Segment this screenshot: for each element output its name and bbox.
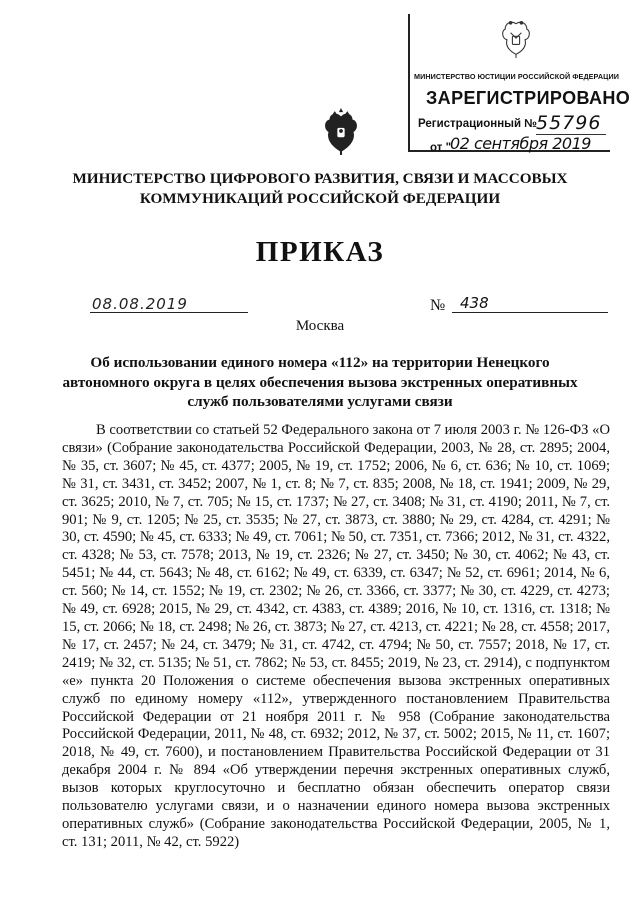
subject-line-3: служб пользователями услугами связи: [187, 393, 453, 410]
stamp-number-value: 55796: [536, 112, 602, 134]
stamp-date-value: 02 сентября 2019: [450, 134, 591, 153]
registration-stamp: [408, 14, 631, 154]
city-name: Москва: [295, 318, 345, 334]
order-date-underline: [90, 312, 248, 313]
ministry-line-2: КОММУНИКАЦИЙ РОССИЙСКОЙ ФЕДЕРАЦИИ: [139, 190, 501, 207]
double-headed-eagle-icon: [498, 18, 534, 60]
order-number-underline: [452, 312, 608, 313]
stamp-date-label: от ": [430, 142, 452, 154]
stamp-registered-label: ЗАРЕГИСТРИРОВАНО: [426, 88, 631, 108]
order-subject: [0, 353, 640, 412]
document-type-title: ПРИКАЗ: [255, 236, 385, 268]
stamp-ministry-name: МИНИСТЕРСТВО ЮСТИЦИИ РОССИЙСКОЙ ФЕДЕРАЦИИ: [414, 72, 619, 81]
ministry-line-1: МИНИСТЕРСТВО ЦИФРОВОГО РАЗВИТИЯ, СВЯЗИ И МАССОВЫХ: [72, 170, 568, 187]
double-headed-eagle-icon: [320, 108, 362, 156]
order-number-label: №: [430, 297, 446, 314]
order-number: 438: [460, 294, 489, 312]
stamp-number-label: Регистрационный №: [418, 118, 538, 130]
subject-line-2: автономного округа в целях обеспечения вызова экстренных оперативных: [62, 373, 578, 391]
ministry-name: [0, 169, 640, 209]
order-date: 08.08.2019: [92, 295, 188, 313]
body-paragraph: В соответствии со статьей 52 Федерального закона от 7 июля 2003 г. № 126-ФЗ «О связи» (Собрание законодательства Российской Федерации, 2003, № 28, ст. 2895; 2004, № 35, ст. 3607; № 45, ст. 4377; 2005, № 19, ст. 1752; 2006, № 6, ст. 636; № 10, ст. 1069; № 31, ст. 3431, ст. 3452; 2007, № 1, ст. 8; № 7, ст. 835; 2008, № 18, ст. 1941; 2009, № 29, ст. 3625; 2010, № 7, ст. 705; № 15, ст. 1737; № 27, ст. 3408; № 31, ст. 4190; 2011, № 7, ст. 901; № 9, ст. 1205; № 25, ст. 3535; № 27, ст. 3873, ст. 3880; № 29, ст. 4284, ст. 4291; № 30, ст. 4590; № 45, ст. 6333; № 49, ст. 7061; № 50, ст. 7351, ст. 7366; 2012, № 31, ст. 4322, ст. 4328; № 53, ст. 7578; 2013, № 19, ст. 2326; № 27, ст. 3450; № 30, ст. 4062; № 43, ст. 5451; № 44, ст. 5643; № 48, ст. 6162; № 49, ст. 6339, ст. 6347; № 52, ст. 6961; 2014, № 6, ст. 560; № 14, ст. 1552; № 19, ст. 2302; № 26, ст. 3366, ст. 3377; № 30, ст. 4229, ст. 4273; № 49, ст. 6928; 2015, № 29, ст. 4342, ст. 4383, ст. 4389; 2016, № 10, ст. 1316, ст. 1318; № 15, ст. 2066; № 18, ст. 2498; № 26, ст. 3873; № 27, ст. 4213, ст. 4221; № 28, ст. 4558; 2017, № 17, ст. 2457; № 24, ст. 3479; № 31, ст. 4742, ст. 4794; № 50, ст. 7557; 2018, № 17, ст. 2419; № 32, ст. 5135; № 51, ст. 7862; № 53, ст. 8455; 2019, № 23, ст. 2914), с подпунктом «е» пункта 20 Положения о системе обеспечения вызова экстренных оперативных служб по единому номеру «112», утвержденного постановлением Правительства Российской Федерации от 21 ноября 2011 г. № 958 (Собрание законодательства Российской Федерации, 2011, № 48, ст. 6932; 2012, № 37, ст. 5002; 2015, № 11, ст. 1607; 2018, № 49, ст. 7600), и постановлением Правительства Российской Федерации от 31 декабря 2004 г. № 894 «Об утверждении перечня экстренных оперативных служб, вызов которых круглосуточно и бесплатно обязан обеспечить оператор связи пользователю услугами связи, и о назначении единого номера вызова экстренных оперативных служб» (Собрание законодательства Российской Федерации, 2005, № 1, ст. 131; 2011, № 42, ст. 5922): [62, 422, 610, 850]
subject-line-1: Об использовании единого номера «112» на территории Ненецкого: [90, 354, 550, 371]
